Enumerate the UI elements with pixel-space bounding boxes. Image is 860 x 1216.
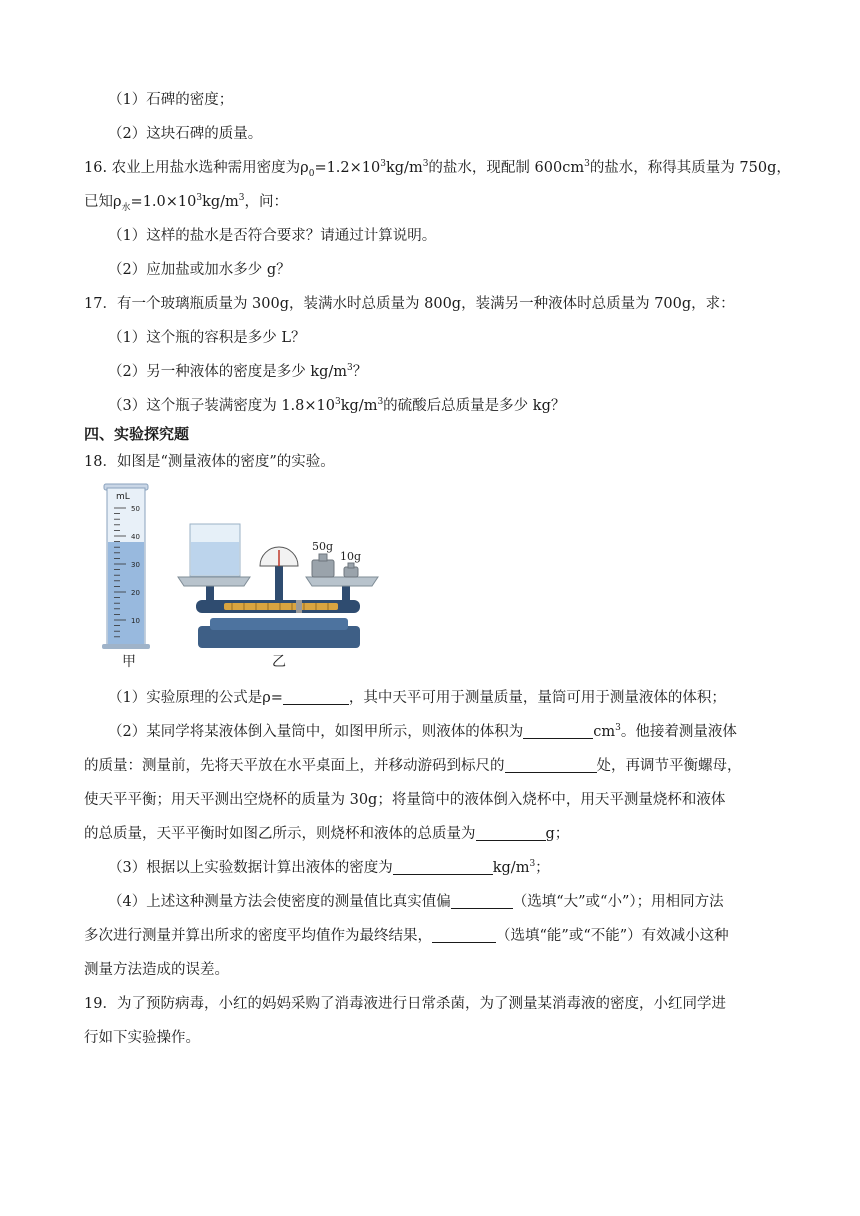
answer-blank[interactable] xyxy=(505,757,597,773)
svg-text:20: 20 xyxy=(131,589,140,597)
svg-text:mL: mL xyxy=(116,492,130,502)
q17-part2: （2）另一种液体的密度是多少 $kg/m^3$？ xyxy=(108,363,368,380)
q16-stem-line1: 16. 农业上用盐水选种需用密度为$\rho_0=1.2\times 10^3kg/m^3$的盐水，现配制 $600cm^3$的盐水，称得其质量为 750g， xyxy=(84,159,791,179)
weight-50g-label: 50g xyxy=(312,540,334,553)
q18-part2-line3: 使天平平衡；用天平测出空烧杯的质量为 30g；将量筒中的液体倒入烧杯中，用天平测量烧杯和液体 xyxy=(84,792,726,808)
answer-blank[interactable] xyxy=(451,893,513,909)
q19-stem-line1: 19．为了预防病毒，小红的妈妈采购了消毒液进行日常杀菌，为了测量某消毒液的密度，小红同学进 xyxy=(84,996,726,1012)
q15-part2: （2）这块石碑的质量。 xyxy=(108,126,263,142)
q18-part1: （1）实验原理的公式是ρ= ，其中天平可用于测量质量，量筒可用于测量液体的体积； xyxy=(108,690,726,706)
q15-part1: （1）石碑的密度； xyxy=(108,92,234,108)
svg-text:50: 50 xyxy=(131,505,140,513)
answer-blank[interactable] xyxy=(432,927,496,943)
caption-jia: 甲 xyxy=(122,654,136,670)
q18-part4-line1: （4）上述这种测量方法会使密度的测量值比真实值偏 （选填“大”或“小”）；用相同方法 xyxy=(108,894,724,910)
svg-text:30: 30 xyxy=(131,561,140,569)
answer-blank[interactable] xyxy=(476,825,546,841)
answer-blank[interactable] xyxy=(283,689,349,705)
q18-part2-line2: 的质量：测量前，先将天平放在水平桌面上，并移动游码到标尺的 处，再调节平衡螺母， xyxy=(84,758,742,774)
answer-blank[interactable] xyxy=(523,723,593,739)
balance-scale xyxy=(178,524,378,670)
q16-stem-line2: 已知$\rho_水=1.0\times 10^3kg/m^3$，问： xyxy=(84,193,289,213)
weight-10g-label: 10g xyxy=(340,550,362,563)
q18-part2-line1: （2）某同学将某液体倒入量筒中，如图甲所示，则液体的体积为 $cm^3$。他接着测量液体 xyxy=(108,723,737,740)
caption-yi: 乙 xyxy=(272,654,286,670)
graduated-cylinder xyxy=(102,484,150,670)
q18-part4-line3: 测量方法造成的误差。 xyxy=(84,962,229,978)
q17-part3: （3）这个瓶子装满密度为 $1.8\times 10^3kg/m^3$的硫酸后总质量是多少 kg？ xyxy=(108,397,566,414)
answer-blank[interactable] xyxy=(393,859,493,875)
experiment-figure xyxy=(98,480,398,672)
q17-stem: 17．有一个玻璃瓶质量为 300g，装满水时总质量为 800g，装满另一种液体时总质量为 700g，求： xyxy=(84,296,735,312)
section-heading: 四、实验探究题 xyxy=(84,425,190,443)
svg-text:10: 10 xyxy=(131,617,140,625)
q18-part3: （3）根据以上实验数据计算出液体的密度为 $kg/m^3$； xyxy=(108,859,550,876)
q18-part2-line4: 的总质量，天平平衡时如图乙所示，则烧杯和液体的总质量为 g； xyxy=(84,826,570,842)
q17-part1: （1）这个瓶的容积是多少 L？ xyxy=(108,330,306,346)
q18-stem: 18．如图是“测量液体的密度”的实验。 xyxy=(84,454,335,470)
q16-part1: （1）这样的盐水是否符合要求？请通过计算说明。 xyxy=(108,228,437,244)
q19-stem-line2: 行如下实验操作。 xyxy=(84,1030,200,1046)
q16-part2: （2）应加盐或加水多少 g？ xyxy=(108,262,291,278)
svg-text:40: 40 xyxy=(131,533,140,541)
q18-part4-line2: 多次进行测量并算出所求的密度平均值作为最终结果， （选填“能”或“不能”）有效减小这种 xyxy=(84,928,729,944)
